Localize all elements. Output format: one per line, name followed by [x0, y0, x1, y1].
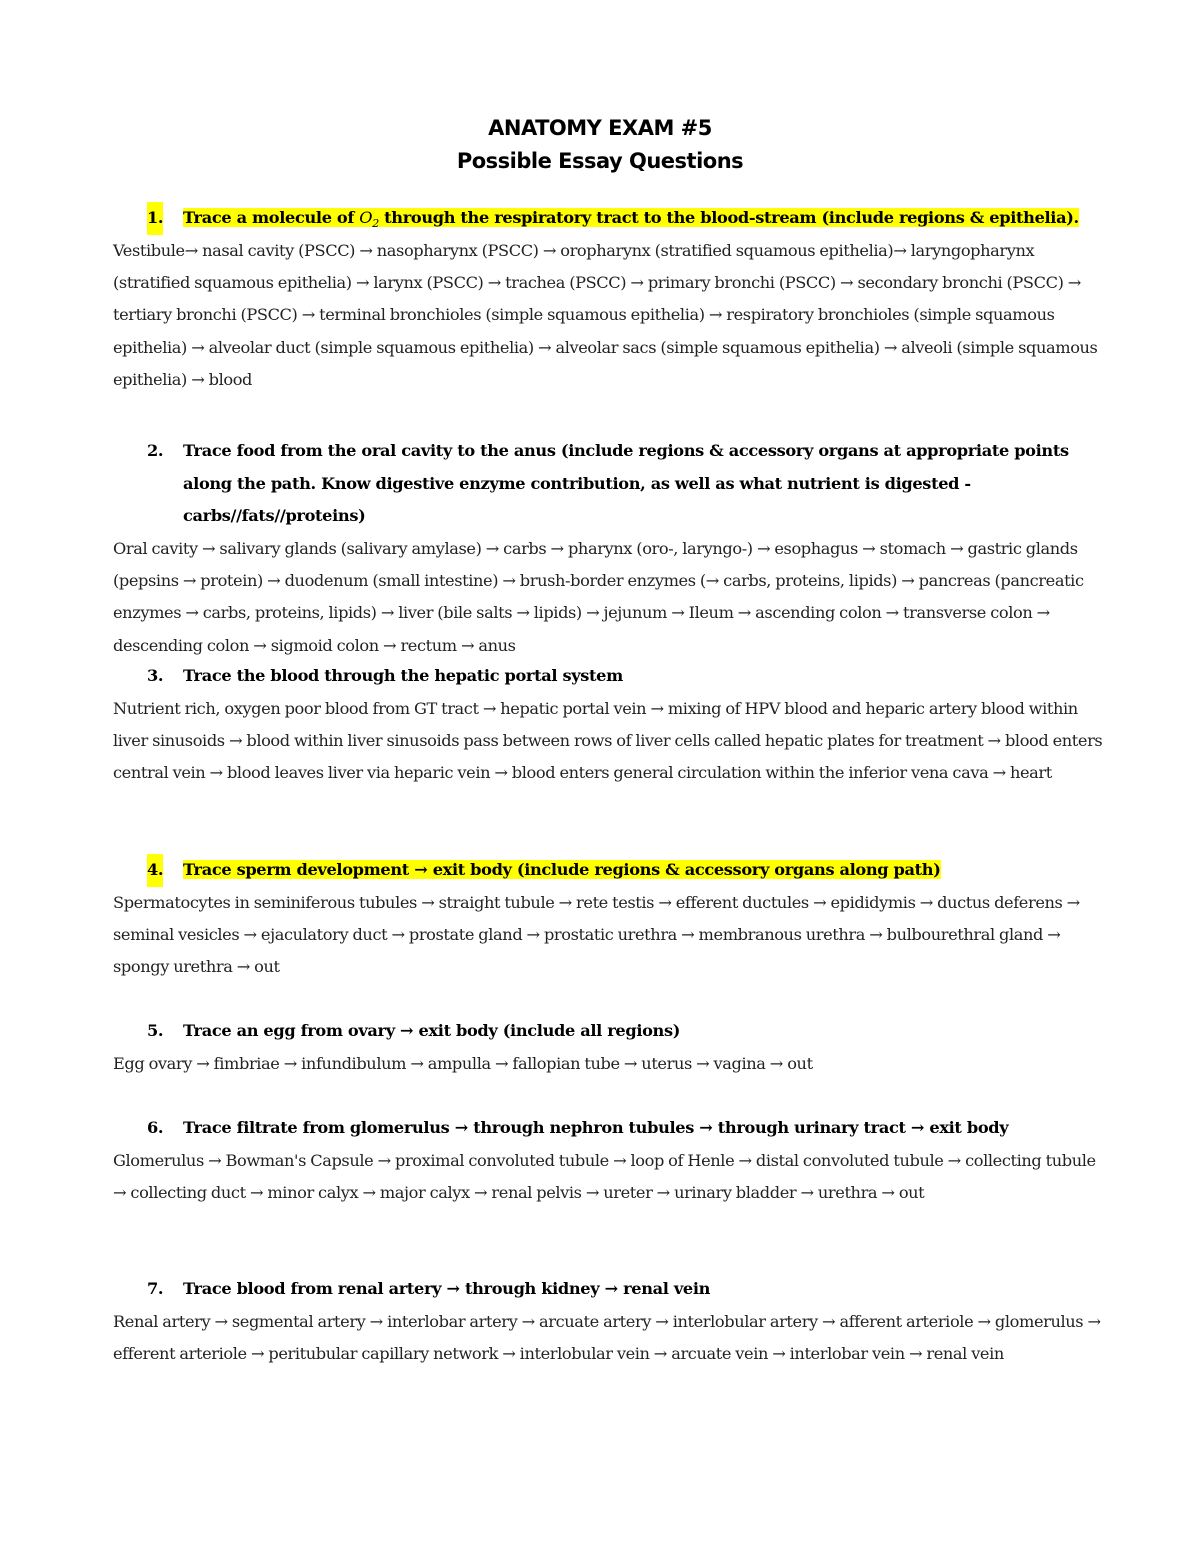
question-1 [113, 202, 1103, 397]
question-number: 4. [147, 854, 163, 887]
question-3 [113, 660, 1103, 790]
question-6 [113, 1112, 1103, 1209]
question-number: 3. [147, 666, 164, 685]
question-heading [113, 202, 1103, 235]
question-answer: Nutrient rich, oxygen poor blood from GT tract → hepatic portal vein → mixing of HPV blood and heparic artery blood within liver sinusoids → blood within liver sinusoids pass between rows of liver cells called hepatic plates for treatment → blood enters central vein → blood leaves liver via heparic vein → blood enters general circulation within the inferior vena cava → heart [113, 698, 1103, 783]
question-7 [113, 1273, 1103, 1370]
question-2 [113, 435, 1103, 662]
oxygen-symbol [359, 208, 379, 231]
question-answer: Oral cavity → salivary glands (salivary amylase) → carbs → pharynx (oro-, laryngo-) → esophagus → stomach → gastric glands (pepsins → protein) → duodenum (small intestine) → brush-border enzymes (→ carbs, proteins, lipids) → pancreas (pancreatic enzymes → carbs, proteins, lipids) → liver (bile salts → lipids) → jejunum → Ileum → ascending colon → transverse colon → descending colon → sigmoid colon → rectum → anus [113, 538, 1084, 655]
question-heading [113, 1015, 1103, 1048]
question-heading [113, 1112, 1103, 1145]
question-number: 6. [147, 1118, 164, 1137]
question-4 [113, 854, 1103, 984]
oxygen-subscript: 2 [372, 217, 379, 231]
question-heading-text [183, 208, 1079, 231]
question-heading [113, 854, 1103, 887]
question-heading-text: Trace sperm development → exit body (include regions & accessory organs along path) [183, 860, 941, 879]
heading-part: Trace a molecule of [183, 208, 360, 227]
question-number: 5. [147, 1021, 164, 1040]
question-heading-text: Trace food from the oral cavity to the anus (include regions & accessory organs at appropriate points along the path. Know digestive enzyme contribution, as well as what nutrient is digested - carbs//fats//proteins) [183, 441, 1069, 525]
document-title [0, 112, 1200, 178]
question-answer: Egg ovary → fimbriae → infundibulum → ampulla → fallopian tube → uterus → vagina → out [113, 1053, 813, 1073]
question-heading [113, 660, 1103, 693]
question-number: 2. [147, 441, 164, 460]
question-heading-text: Trace filtrate from glomerulus → through nephron tubules → through urinary tract → exit body [183, 1118, 1009, 1137]
question-heading-text: Trace the blood through the hepatic portal system [183, 666, 623, 685]
heading-part: through the respiratory tract to the blood-stream (include regions & epithelia). [378, 208, 1079, 227]
question-heading [113, 435, 1103, 533]
question-heading-text: Trace an egg from ovary → exit body (include all regions) [183, 1021, 681, 1040]
question-heading [113, 1273, 1103, 1306]
question-answer: Vestibule→ nasal cavity (PSCC) → nasopharynx (PSCC) → oropharynx (stratified squamous epithelia)→ laryngopharynx (stratified squamous epithelia) → larynx (PSCC) → trachea (PSCC) → primary bronchi (PSCC) → secondary bronchi (PSCC) → tertiary bronchi (PSCC) → terminal bronchioles (simple squamous epithelia) → respiratory bronchioles (simple squamous epithelia) → alveolar duct (simple squamous epithelia) → alveolar sacs (simple squamous epithelia) → alveoli (simple squamous epithelia) → blood [113, 240, 1098, 390]
title-line-2: Possible Essay Questions [456, 149, 744, 173]
oxygen-letter: O [359, 208, 373, 227]
question-number: 7. [147, 1279, 164, 1298]
question-5 [113, 1015, 1103, 1080]
title-line-1: ANATOMY EXAM #5 [488, 116, 712, 140]
question-heading-text: Trace blood from renal artery → through kidney → renal vein [183, 1279, 711, 1298]
question-answer: Renal artery → segmental artery → interlobar artery → arcuate artery → interlobular artery → afferent arteriole → glomerulus → efferent arteriole → peritubular capillary network → interlobular vein → arcuate vein → interlobar vein → renal vein [113, 1311, 1101, 1363]
question-number: 1. [147, 202, 163, 235]
question-answer: Spermatocytes in seminiferous tubules → straight tubule → rete testis → efferent ductules → epididymis → ductus deferens → seminal vesicles → ejaculatory duct → prostate gland → prostatic urethra → membranous urethra → bulbourethral gland → spongy urethra → out [113, 892, 1080, 977]
question-answer: Glomerulus → Bowman's Capsule → proximal convoluted tubule → loop of Henle → distal convoluted tubule → collecting tubule → collecting duct → minor calyx → major calyx → renal pelvis → ureter → urinary bladder → urethra → out [113, 1150, 1096, 1202]
